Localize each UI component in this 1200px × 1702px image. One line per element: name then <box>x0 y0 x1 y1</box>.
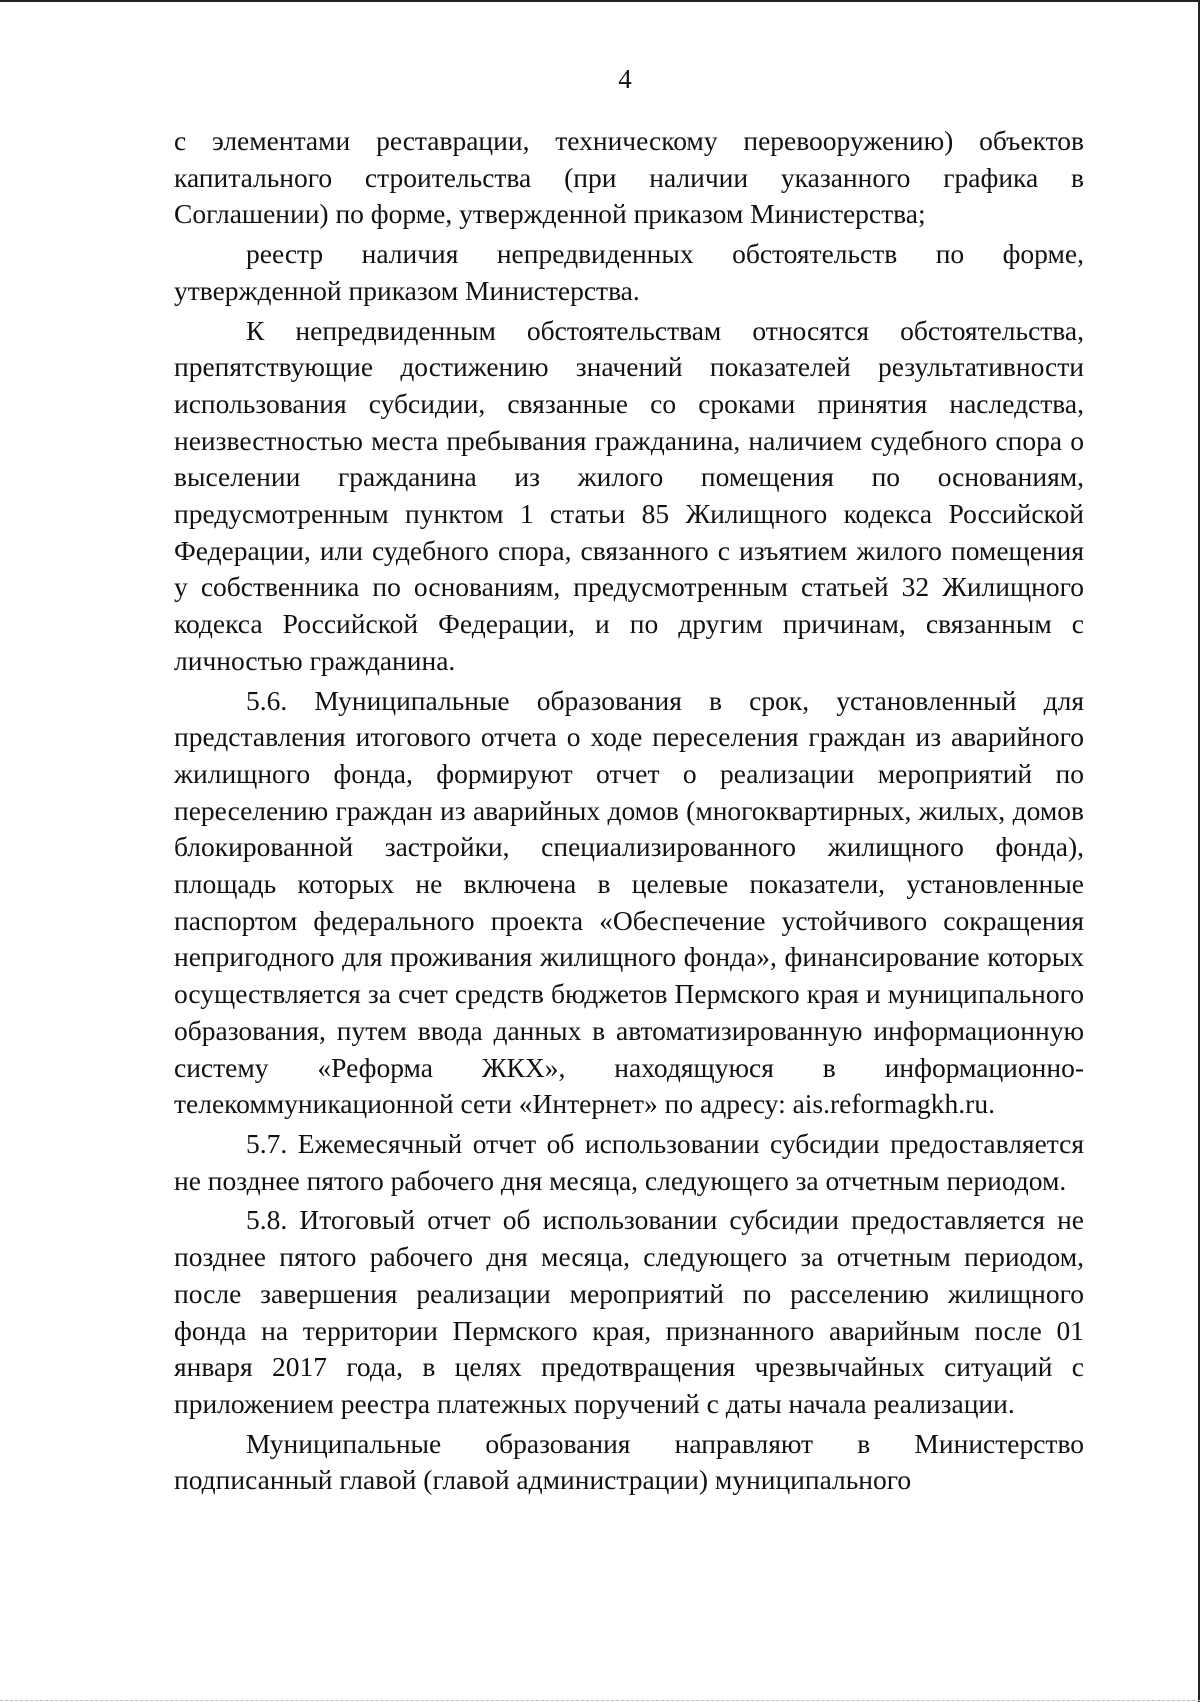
paragraph-continuation: с элементами реставрации, техническому перевооружению) объектов капитального строительства (при наличии указанного графика в Соглашении) по форме, утвержденной приказом Министерства; <box>174 125 1084 230</box>
page-number: 4 <box>618 64 632 94</box>
paragraph-registry: реестр наличия непредвиденных обстоятельств по форме, утвержденной приказом Министерства. <box>174 238 1084 306</box>
document-body <box>174 123 1084 1499</box>
paragraph-5-8: 5.8. Итоговый отчет об использовании субсидии предоставляется не позднее пятого рабочего дня месяца, следующего за отчетным периодом, после завершения реализации мероприятий по расселению жилищного фонда на территории Пермского края, признанного аварийным после 01 января 2017 года, в целях предотвращения чрезвычайных ситуаций с приложением реестра платежных поручений с даты начала реализации. <box>174 1204 1084 1419</box>
paragraph-municipal-submission: Муниципальные образования направляют в Министерство подписанный главой (главой администрации) муниципального <box>174 1427 1084 1496</box>
paragraph-unforeseen-circumstances: К непредвиденным обстоятельствам относятся обстоятельства, препятствующие достижению значений показателей результативности использования субсидии, связанные со сроками принятия наследства, неизвестностью места пребывания гражданина, наличием судебного спора о выселении гражданина из жилого помещения по основаниям, предусмотренным пунктом 1 статьи 85 Жилищного кодекса Российской Федерации, или судебного спора, связанного с изъятием жилого помещения у собственника по основаниям, предусмотренным статьей 32 Жилищного кодекса Российской Федерации, и по другим причинам, связанным с личностью гражданина. <box>174 314 1084 676</box>
paragraph-5-7: 5.7. Ежемесячный отчет об использовании субсидии предоставляется не позднее пятого рабочего дня месяца, следующего за отчетным периодом. <box>174 1127 1084 1196</box>
paragraph-5-6: 5.6. Муниципальные образования в срок, установленный для представления итогового отчета о ходе переселения граждан из аварийного жилищного фонда, формируют отчет о реализации мероприятий по переселению граждан из аварийных домов (многоквартирных, жилых, домов блокированной застройки, специализированного жилищного фонда), площадь которых не включена в целевые показатели, установленные паспортом федерального проекта «Обеспечение устойчивого сокращения непригодного для проживания жилищного фонда», финансирование которых осуществляется за счет средств бюджетов Пермского края и муниципального образования, путем ввода данных в автоматизированную информационную систему «Реформа ЖКХ», находящуюся в информационно-телекоммуникационной сети «Интернет» по адресу: ais.reformagkh.ru. <box>174 684 1084 1120</box>
